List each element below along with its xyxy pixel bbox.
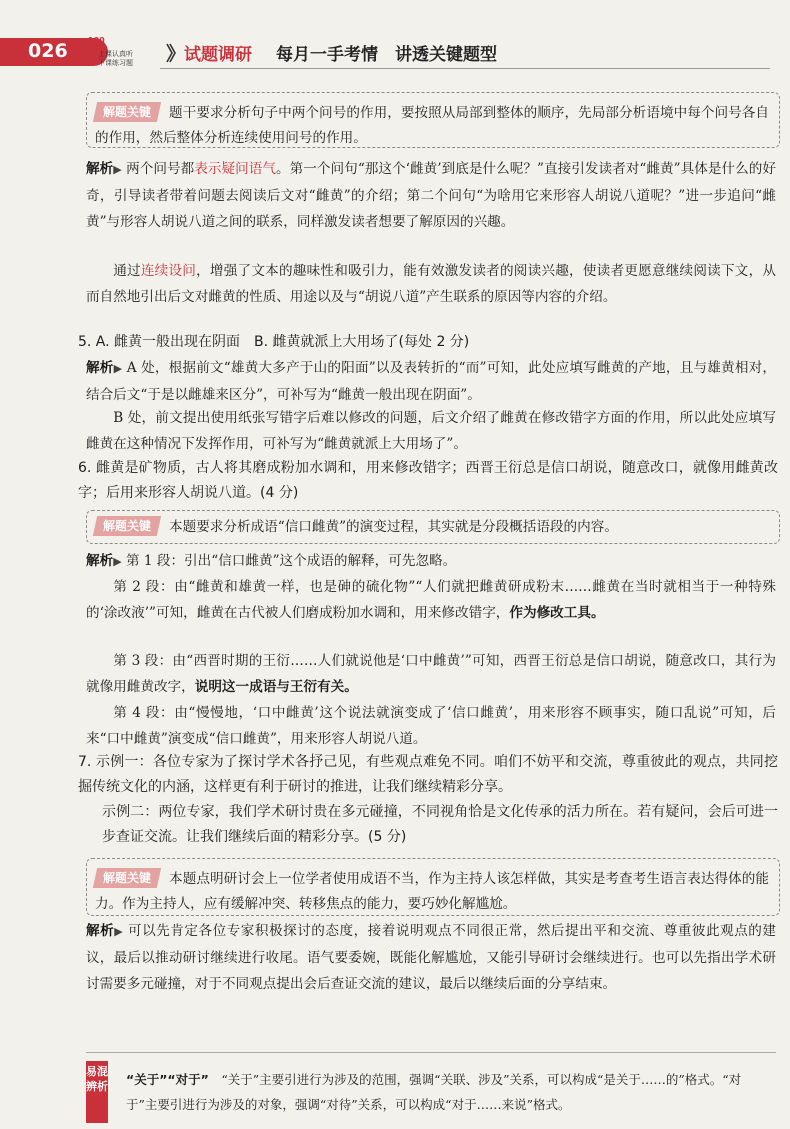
page-number: 026 xyxy=(28,40,68,62)
logo-line-2: 下课练习题 xyxy=(98,59,133,67)
section-title: 试题调研 xyxy=(184,45,252,65)
answer-7-example-1: 7. 示例一：各位专家为了探讨学术各抒己见，有些观点难免不同。咱们不妨平和交流，尊重彼此的观点，共同挖掘传统文化的内涵，这样更有利于研讨的推进，让我们继续精彩分享。 xyxy=(78,754,778,795)
confusion-note xyxy=(86,1052,776,1123)
key-tag: 解题关键 xyxy=(93,868,161,888)
analysis-6-paragraph-2: 第 2 段：由“雌黄和雄黄一样，也是砷的硫化物”“人们就把雌黄研成粉末……雌黄在当时就相当于一种特殊的‘涂改液’”可知，雌黄在古代被人们磨成粉加水调和，用来修改错字，作为修改工具。 xyxy=(86,579,776,621)
note-tag: 易混辨析 xyxy=(86,1061,108,1123)
analysis-6-paragraph-4: 第 4 段：由“慢慢地，‘口中雌黄’这个说法就演变成了‘信口雌黄’，用来形容不顾事实，随口乱说”可知，后来“口中雌黄”演变成“信口雌黄”，用来形容人胡说八道。 xyxy=(86,705,776,747)
key-box-text: 本题要求分析成语“信口雌黄”的演变过程，其实就是分段概括语段的内容。 xyxy=(169,519,618,535)
arrow-icon: ▶ xyxy=(113,163,122,176)
key-box-text: 题干要求分析句子中两个问号的作用，要按照从局部到整体的顺序，先局部分析语境中每个问号各自的作用，然后整体分析连续使用问号的作用。 xyxy=(95,105,769,146)
note-text: “关于”“对于” “关于”主要引进行为涉及的范围，强调“关联、涉及”关系，可以构成“是关于……的”格式。“对于”主要引进行为涉及的对象，强调“对待”关系，可以构成“对于……来说”格式。 xyxy=(126,1072,742,1112)
analysis-label: 解析 xyxy=(86,923,115,939)
analysis-label: 解析 xyxy=(86,553,114,569)
separator-icon xyxy=(166,43,176,63)
key-tag: 解题关键 xyxy=(93,102,161,122)
analysis-5-paragraph-2: B 处，前文提出使用纸张写错字后难以修改的问题，后文介绍了雌黄在修改错字方面的作用，所以此处应填写雌黄在这种情况下发挥作用，可补写为“雌黄就派上大用场了”。 xyxy=(86,410,776,452)
arrow-icon: ▶ xyxy=(113,362,123,375)
key-box-3 xyxy=(86,858,780,916)
highlight-text: 连续设问 xyxy=(140,263,197,279)
arrow-icon: ▶ xyxy=(113,555,122,568)
arrow-icon: ▶ xyxy=(114,925,124,938)
note-title: “关于”“对于” xyxy=(126,1072,209,1087)
series-logo xyxy=(86,36,156,66)
logo-line-1: 上课认真听 xyxy=(98,50,133,58)
analysis-6-paragraph-3: 第 3 段：由“西晋时期的王衍……人们就说他是‘口中雌黄’”可知，西晋王衍总是信口胡说，随意改口，其行为就像用雌黄改字，说明这一成语与王衍有关。 xyxy=(86,653,776,695)
answer-6: 6. 雌黄是矿物质，古人将其磨成粉加水调和，用来修改错字；西晋王衍总是信口胡说，随意改口，就像用雌黄改字；后用来形容人胡说八道。(4 分) xyxy=(78,460,778,501)
analysis-1-paragraph-2: 通过连续设问，增强了文本的趣味性和吸引力，能有效激发读者的阅读兴趣，使读者更愿意继续阅读下文，从而自然地引出后文对雌黄的性质、用途以及与“胡说八道”产生联系的原因等内容的介绍。 xyxy=(86,263,777,305)
analysis-6: 解析▶ 第 1 段：引出“信口雌黄”这个成语的解释，可先忽略。 xyxy=(86,553,457,569)
header-rule xyxy=(160,68,770,69)
highlight-text: 表示疑问语气 xyxy=(194,161,277,177)
page-header xyxy=(0,30,790,70)
analysis-label: 解析 xyxy=(86,161,114,177)
analysis-7: 解析▶ 可以先肯定各位专家积极探讨的态度，接着说明观点不同很正常，然后提出平和交流、尊重彼此观点的建议，最后以推动研讨继续进行收尾。语气要委婉，既能化解尴尬，又能引导研讨会继续进行。也可以先指出学术研讨需要多元碰撞，对于不同观点提出会后查证交流的建议，最后以继续后面的分享结束。 xyxy=(86,923,776,992)
section-subtitle: 每月一手考情 讲透关键题型 xyxy=(276,45,497,65)
key-box-text: 本题点明研讨会上一位学者使用成语不当，作为主持人该怎样做，其实是考查考生语言表达得体的能力。作为主持人，应有缓解冲突、转移焦点的能力，要巧妙化解尴尬。 xyxy=(95,871,769,912)
answer-5: 5. A. 雌黄一般出现在阴面 B. 雌黄就派上大用场了(每处 2 分) xyxy=(78,334,470,350)
answer-7-example-2: 示例二：两位专家，我们学术研讨贵在多元碰撞，不同视角恰是文化传承的活力所在。若有疑问，会后可进一步查证交流。让我们继续后面的精彩分享。(5 分) xyxy=(102,804,778,845)
analysis-label: 解析 xyxy=(86,360,114,376)
key-tag: 解题关键 xyxy=(93,516,161,536)
analysis-5: 解析▶ A 处，根据前文“雄黄大多产于山的阳面”以及表转折的“而”可知，此处应填写雌黄的产地，且与雄黄相对，结合后文“于是以雌雄来区分”，可补写为“雌黄一般出现在阴面”。 xyxy=(86,360,776,403)
key-box-2 xyxy=(86,510,780,544)
logo-number: 100 xyxy=(88,36,105,45)
analysis-1: 解析▶ 两个问号都表示疑问语气。第一个问句“那这个‘雌黄’到底是什么呢？”直接引发读者对“雌黄”具体是什么的好奇，引导读者带着问题去阅读后文对“雌黄”的介绍；第二个问句“为啥用它来形容人胡说八道呢？”进一步追问“雌黄”与形容人胡说八道之间的联系，同样激发读者想要了解原因的兴趣。 xyxy=(86,161,777,230)
key-box-1 xyxy=(86,92,780,148)
